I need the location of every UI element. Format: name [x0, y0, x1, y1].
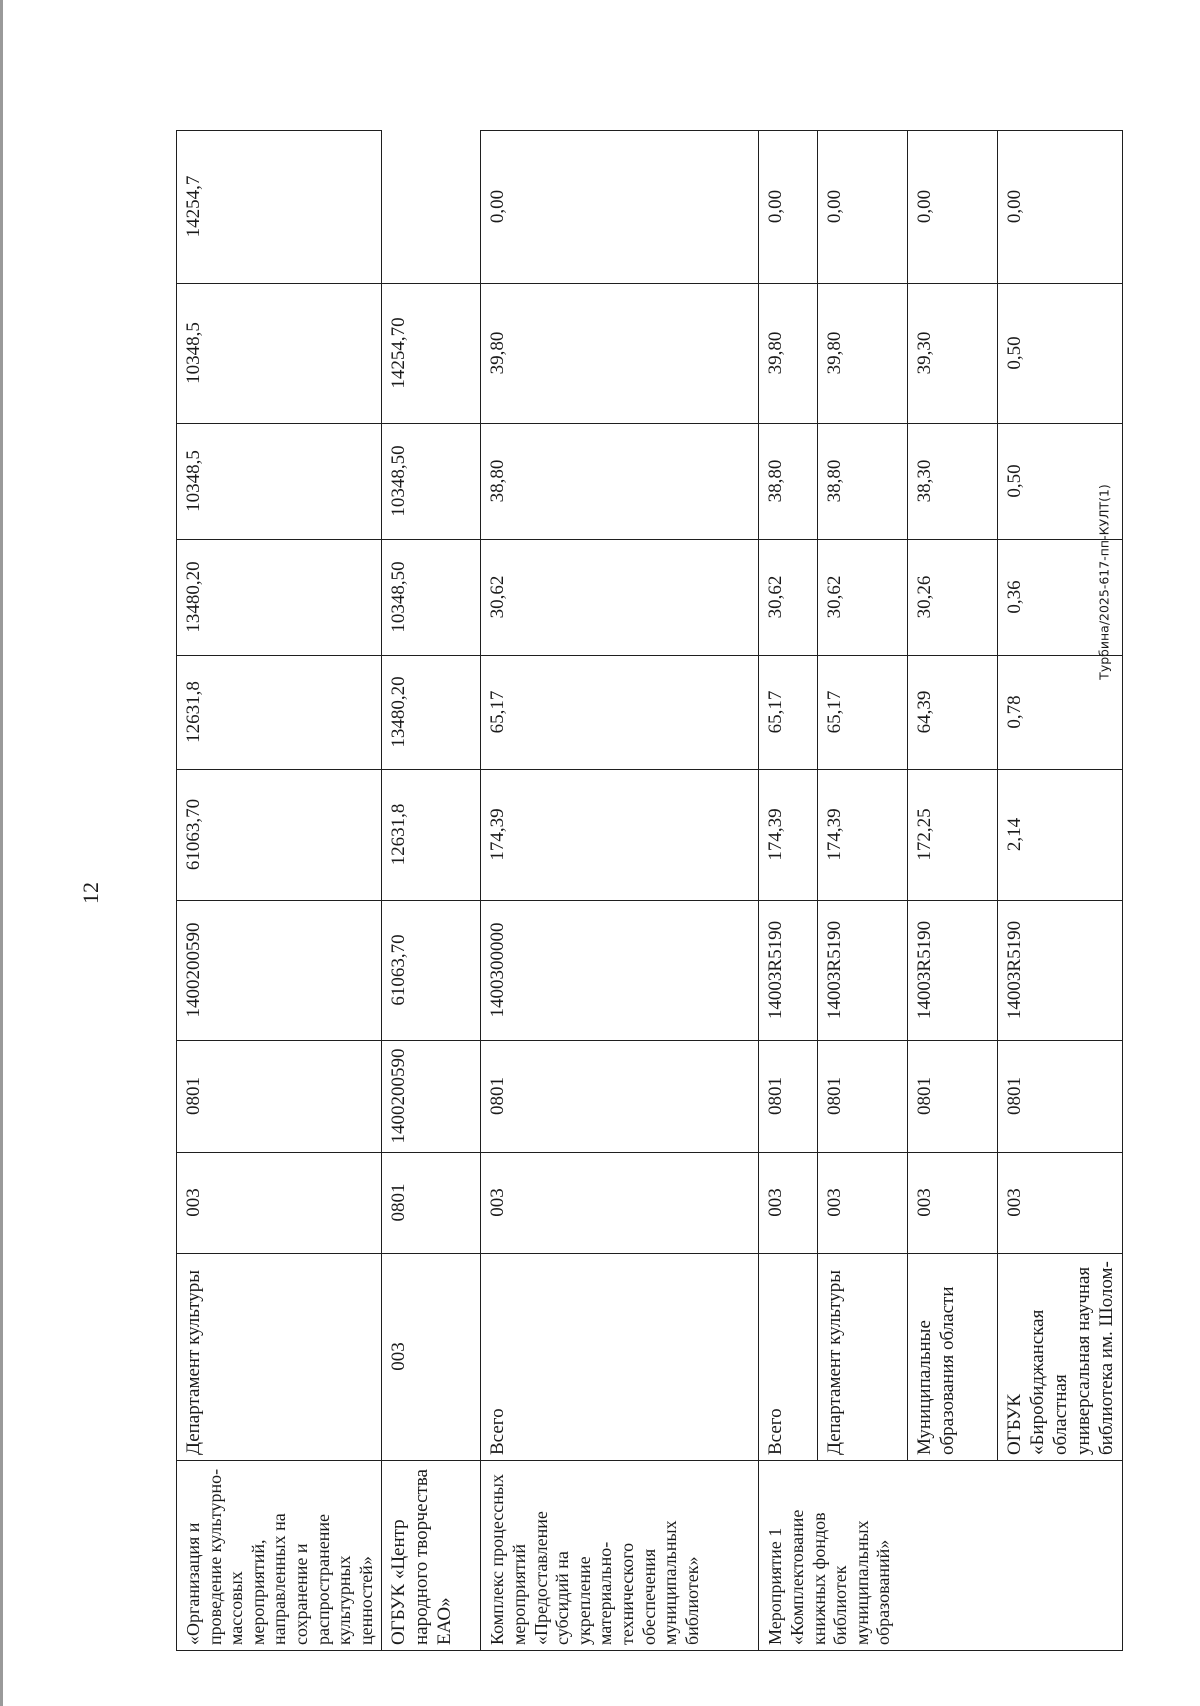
value-cell: 39,80	[818, 284, 908, 424]
table-row	[998, 131, 1123, 1651]
grbs-cell: 003	[177, 1153, 382, 1254]
executor-cell: Департамент культуры	[818, 1254, 908, 1461]
value-cell: 0,00	[998, 131, 1123, 284]
value-cell: 2,14	[998, 770, 1123, 901]
rzpr-cell: 0801	[998, 1041, 1123, 1153]
value-cell: 64,39	[908, 656, 998, 770]
row-name-cell: «Организация и проведение культурно-массовых мероприятий, направленных на сохранение и распространение культурных ценностей»	[177, 1461, 382, 1651]
executor-cell: ОГБУК «Центр народного творчества ЕАО»	[382, 1461, 481, 1651]
grbs-cell: 003	[382, 1254, 481, 1461]
value-cell: 39,80	[759, 284, 818, 424]
value-cell: 38,30	[908, 424, 998, 540]
executor-cell: Всего	[481, 1254, 759, 1461]
value-cell: 174,39	[759, 770, 818, 901]
value-cell: 10348,5	[177, 284, 382, 424]
value-cell: 13480,20	[382, 656, 481, 770]
value-cell: 0,50	[998, 424, 1123, 540]
csr-cell: 14003R5190	[908, 901, 998, 1041]
table-row	[382, 131, 481, 1651]
grbs-cell: 003	[908, 1153, 998, 1254]
document-code: Турбина/2025-617-пп-КУЛТ(1)	[1096, 484, 1112, 680]
table-row	[481, 131, 759, 1651]
value-cell: 0,00	[759, 131, 818, 284]
value-cell: 174,39	[818, 770, 908, 901]
csr-cell: 14003R5190	[998, 901, 1123, 1041]
value-cell: 39,30	[908, 284, 998, 424]
value-cell: 30,26	[908, 540, 998, 656]
executor-cell: Всего	[759, 1254, 818, 1461]
value-cell: 174,39	[481, 770, 759, 901]
csr-cell: 1400200590	[382, 1041, 481, 1153]
value-cell: 0,00	[908, 131, 998, 284]
value-cell: 65,17	[481, 656, 759, 770]
table-row	[177, 131, 382, 1651]
value-cell: 172,25	[908, 770, 998, 901]
value-cell: 12631,8	[177, 656, 382, 770]
value-cell: 12631,8	[382, 770, 481, 901]
value-cell: 38,80	[818, 424, 908, 540]
value-cell: 61063,70	[177, 770, 382, 901]
value-cell: 39,80	[481, 284, 759, 424]
value-cell: 65,17	[818, 656, 908, 770]
value-cell: 0,50	[998, 284, 1123, 424]
value-cell: 65,17	[759, 656, 818, 770]
executor-cell: Департамент культуры	[177, 1254, 382, 1461]
budget-table	[176, 130, 1123, 1651]
value-cell: 10348,50	[382, 540, 481, 656]
rzpr-cell: 0801	[382, 1153, 481, 1254]
rzpr-cell: 0801	[908, 1041, 998, 1153]
grbs-cell: 003	[818, 1153, 908, 1254]
value-cell: 0,00	[818, 131, 908, 284]
value-cell: 30,62	[481, 540, 759, 656]
table-row	[908, 131, 998, 1651]
page-number: 12	[78, 882, 103, 904]
value-cell: 14254,7	[177, 131, 382, 284]
value-cell: 38,80	[759, 424, 818, 540]
value-cell: 10348,5	[177, 424, 382, 540]
value-cell: 30,62	[759, 540, 818, 656]
scan-edge-shadow	[0, 0, 3, 1706]
grbs-cell: 003	[998, 1153, 1123, 1254]
value-cell: 0,36	[998, 540, 1123, 656]
csr-cell: 1400300000	[481, 901, 759, 1041]
row-name-cell: Мероприятие 1 «Комплектование книжных фондов библиотек муниципальных образований»	[759, 1461, 1123, 1651]
table-row	[818, 131, 908, 1651]
value-cell: 0,00	[481, 131, 759, 284]
csr-cell: 14003R5190	[818, 901, 908, 1041]
csr-cell: 1400200590	[177, 901, 382, 1041]
grbs-cell: 003	[481, 1153, 759, 1254]
rzpr-cell: 0801	[759, 1041, 818, 1153]
table-row	[759, 131, 818, 1651]
row-name-cell: Комплекс процессных мероприятий «Предоставление субсидий на укрепление материально-технического обеспечения муниципальных библиотек»	[481, 1461, 759, 1651]
value-cell: 0,78	[998, 656, 1123, 770]
value-cell: 14254,70	[382, 284, 481, 424]
grbs-cell: 003	[759, 1153, 818, 1254]
executor-cell: ОГБУК «Биробиджанская областная универсальная научная библиотека им. Шолом-	[998, 1254, 1123, 1461]
value-cell: 13480,20	[177, 540, 382, 656]
rzpr-cell: 0801	[177, 1041, 382, 1153]
rzpr-cell: 0801	[481, 1041, 759, 1153]
value-cell: 10348,50	[382, 424, 481, 540]
csr-cell: 14003R5190	[759, 901, 818, 1041]
value-cell: 38,80	[481, 424, 759, 540]
rzpr-cell: 0801	[818, 1041, 908, 1153]
value-cell: 30,62	[818, 540, 908, 656]
executor-cell: Муниципальные образования области	[908, 1254, 998, 1461]
value-cell: 61063,70	[382, 901, 481, 1041]
